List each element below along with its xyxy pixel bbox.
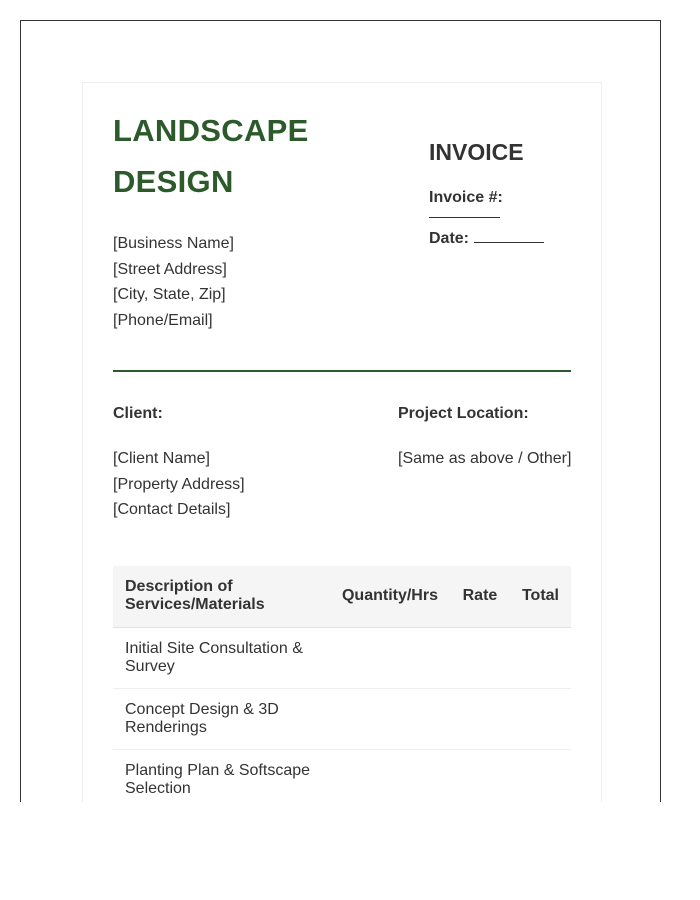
business-phone-email: [Phone/Email]: [113, 311, 213, 329]
invoice-number-blank: [429, 217, 500, 218]
services-table: [113, 566, 571, 802]
invoice-meta: [429, 133, 579, 252]
row-description: Concept Design & 3D Renderings: [113, 688, 330, 749]
invoice-sheet: [82, 82, 602, 802]
invoice-number-field: [429, 185, 579, 218]
column-header-quantity: Quantity/Hrs: [330, 566, 450, 627]
column-header-description: Description of Services/Materials: [113, 566, 330, 627]
row-rate: [450, 688, 510, 749]
company-title: [113, 105, 373, 207]
business-city-state-zip: [City, State, Zip]: [113, 286, 226, 304]
client-property-address: [Property Address]: [113, 475, 245, 493]
client-section: [113, 404, 245, 523]
row-description: Initial Site Consultation & Survey: [113, 627, 330, 688]
row-total: [510, 688, 571, 749]
company-title-line1: LANDSCAPE: [113, 113, 309, 148]
row-quantity: [330, 688, 450, 749]
invoice-heading: INVOICE: [429, 139, 524, 165]
project-location-details: [398, 446, 571, 472]
client-label: Client:: [113, 405, 163, 422]
client-contact-details: [Contact Details]: [113, 501, 231, 519]
row-description: Planting Plan & Softscape Selection: [113, 749, 330, 802]
invoice-date-label: Date:: [429, 230, 470, 247]
row-rate: [450, 749, 510, 802]
project-location-label: Project Location:: [398, 405, 529, 422]
invoice-date-blank: [474, 242, 544, 243]
row-quantity: [330, 749, 450, 802]
row-total: [510, 627, 571, 688]
project-location-value: [Same as above / Other]: [398, 450, 572, 467]
table-row: [113, 749, 571, 802]
column-header-rate: Rate: [450, 566, 510, 627]
project-location-section: [398, 404, 571, 472]
row-quantity: [330, 627, 450, 688]
row-rate: [450, 627, 510, 688]
table-header-row: [113, 566, 571, 627]
client-details: [113, 446, 245, 523]
row-total: [510, 749, 571, 802]
page-frame: [20, 20, 661, 802]
business-name: [Business Name]: [113, 235, 234, 252]
table-row: [113, 688, 571, 749]
business-street-address: [Street Address]: [113, 260, 227, 278]
client-name: [Client Name]: [113, 450, 210, 467]
table-row: [113, 627, 571, 688]
invoice-number-label: Invoice #:: [429, 189, 503, 206]
company-title-line2: DESIGN: [113, 164, 234, 199]
header-divider: [113, 370, 571, 372]
invoice-date-field: [429, 226, 579, 252]
column-header-total: Total: [510, 566, 571, 627]
business-info: [113, 231, 234, 333]
